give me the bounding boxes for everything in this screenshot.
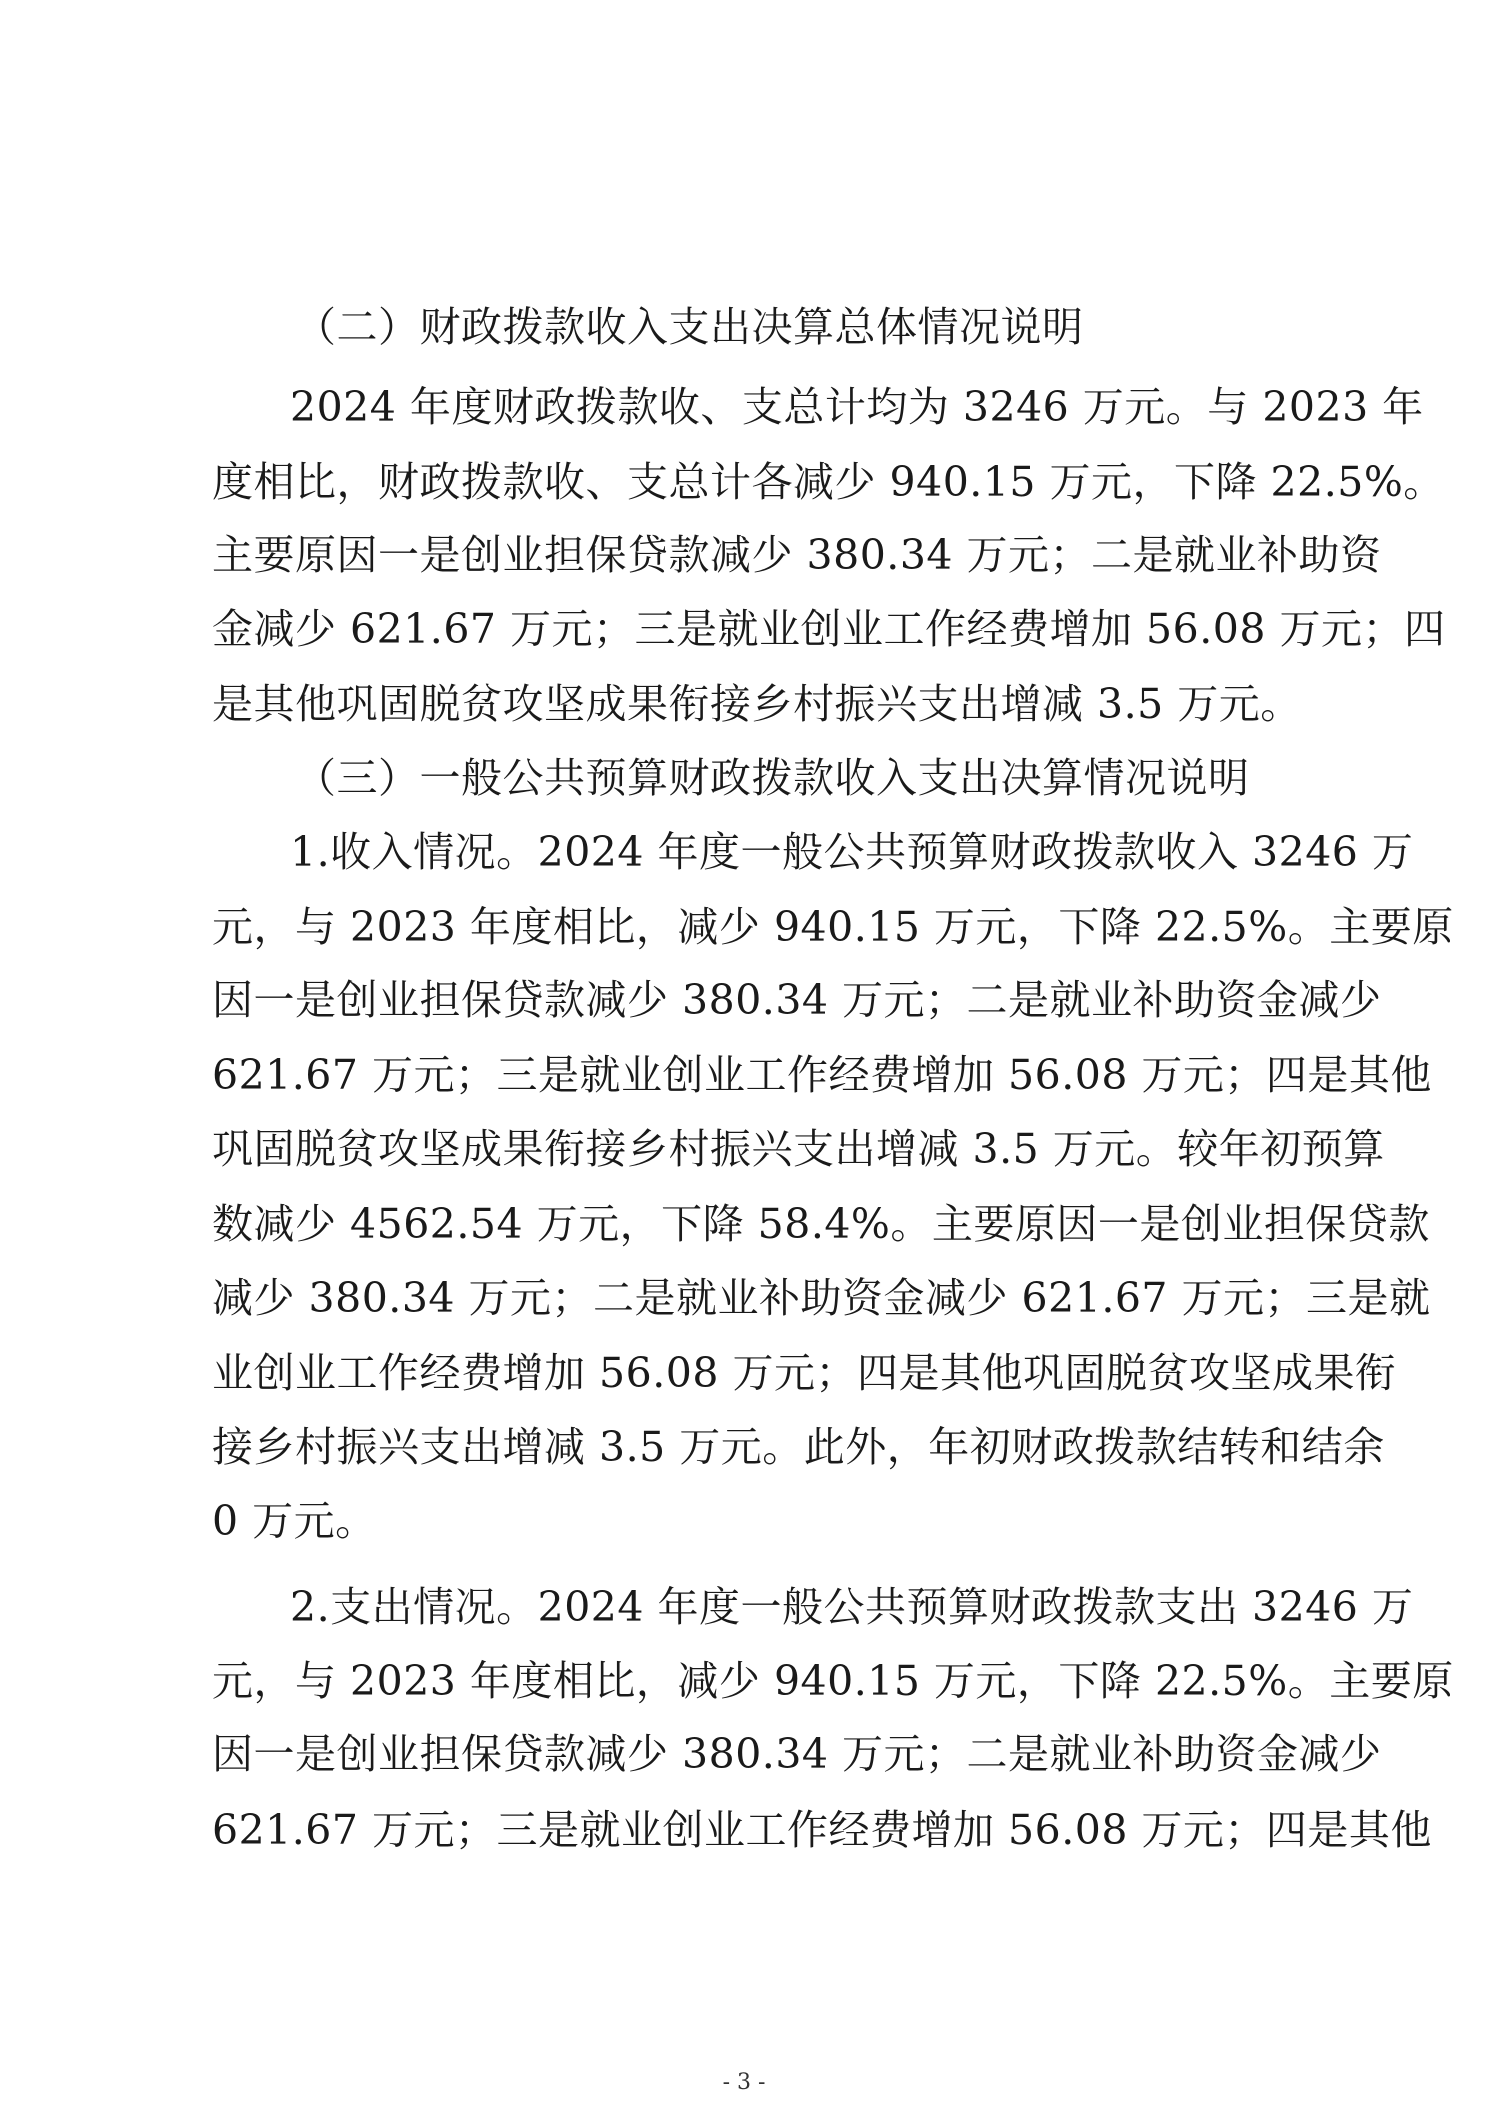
paragraph-line: 数减少 4562.54 万元，下降 58.4%。主要原因一是创业担保贷款 (212, 1200, 1430, 1248)
paragraph-line: 因一是创业担保贷款减少 380.34 万元；二是就业补助资金减少 (212, 1730, 1382, 1778)
paragraph-line: 2024 年度财政拨款收、支总计均为 3246 万元。与 2023 年 (290, 383, 1424, 431)
paragraph-line: 业创业工作经费增加 56.08 万元；四是其他巩固脱贫攻坚成果衔 (212, 1349, 1397, 1397)
paragraph-line: 金减少 621.67 万元；三是就业创业工作经费增加 56.08 万元；四 (212, 605, 1446, 653)
paragraph-line: 是其他巩固脱贫攻坚成果衔接乡村振兴支出增减 3.5 万元。 (212, 680, 1302, 728)
paragraph-line: 元，与 2023 年度相比，减少 940.15 万元，下降 22.5%。主要原 (212, 903, 1454, 951)
paragraph-line: 减少 380.34 万元；二是就业补助资金减少 621.67 万元；三是就 (212, 1274, 1431, 1322)
paragraph-line: 621.67 万元；三是就业创业工作经费增加 56.08 万元；四是其他 (212, 1051, 1432, 1099)
paragraph-line: 621.67 万元；三是就业创业工作经费增加 56.08 万元；四是其他 (212, 1806, 1432, 1854)
paragraph-line: 0 万元。 (212, 1497, 377, 1545)
paragraph-line: 元，与 2023 年度相比，减少 940.15 万元，下降 22.5%。主要原 (212, 1657, 1454, 1705)
section-heading-2: （二）财政拨款收入支出决算总体情况说明 (295, 303, 1084, 351)
paragraph-line: 度相比，财政拨款收、支总计各减少 940.15 万元，下降 22.5%。 (212, 458, 1445, 506)
paragraph-line: 巩固脱贫攻坚成果衔接乡村振兴支出增减 3.5 万元。较年初预算 (212, 1125, 1385, 1173)
page-number: - 3 - (722, 2070, 766, 2095)
paragraph-line: 1.收入情况。2024 年度一般公共预算财政拨款收入 3246 万 (290, 828, 1414, 876)
paragraph-line: 主要原因一是创业担保贷款减少 380.34 万元；二是就业补助资 (212, 531, 1382, 579)
paragraph-line: 因一是创业担保贷款减少 380.34 万元；二是就业补助资金减少 (212, 976, 1382, 1024)
paragraph-line: 2.支出情况。2024 年度一般公共预算财政拨款支出 3246 万 (290, 1583, 1414, 1631)
section-heading-3: （三）一般公共预算财政拨款收入支出决算情况说明 (295, 754, 1250, 802)
paragraph-line: 接乡村振兴支出增减 3.5 万元。此外，年初财政拨款结转和结余 (212, 1423, 1385, 1471)
